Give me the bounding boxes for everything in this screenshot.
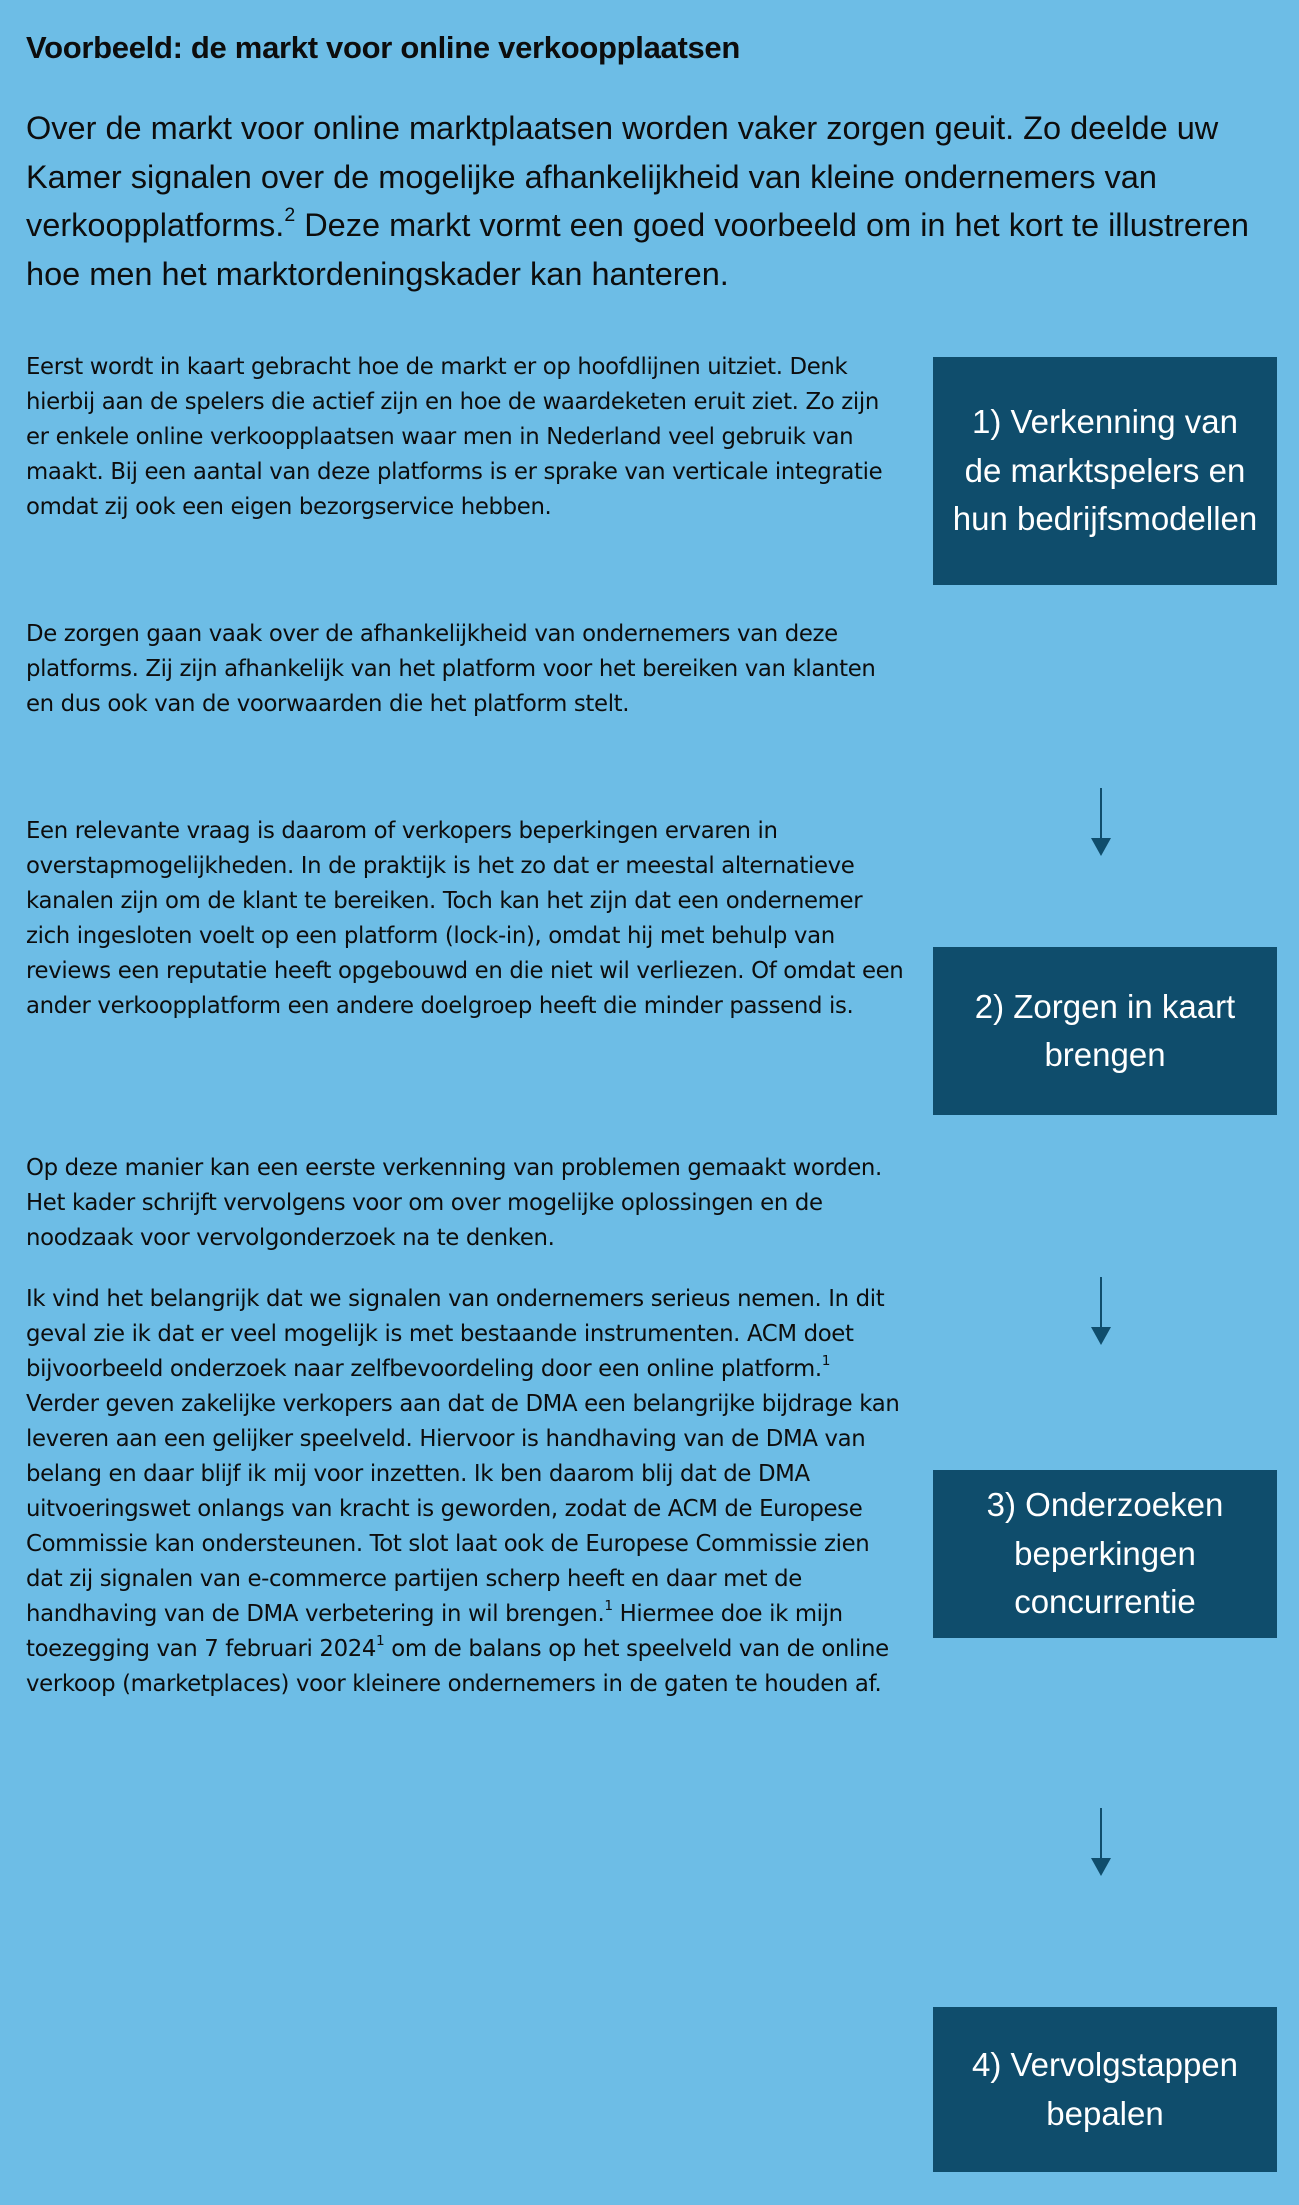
step-2-box: 2) Zorgen in kaart brengen	[933, 947, 1277, 1115]
intro-paragraph	[26, 104, 1286, 298]
paragraph-switching-question: Een relevante vraag is daarom of verkopers beperkingen ervaren in overstapmogelijkheden. In de praktijk is het zo dat er meestal alternatieve kanalen zijn om de klant te bereiken. Toch kan het zijn dat een ondernemer zich ingesloten voelt op een platform (lock-in), omdat hij met behulp van reviews een reputatie heeft opgebouwd en die niet wil verliezen. Of omdat een ander verkoopplatform een andere doelgroep heeft die minder passend is.	[26, 818, 904, 1019]
intro-footnote: 2	[284, 204, 296, 227]
footnote-ref: 1	[604, 1598, 613, 1615]
page-title: Voorbeeld: de markt voor online verkoopplaatsen	[26, 30, 740, 65]
intro-text-part2: Deze markt vormt een goed voorbeeld om in het kort te illustreren hoe men het marktordeningskader kan hanteren.	[26, 207, 1249, 292]
paragraph-first-exploration: Op deze manier kan een eerste verkenning van problemen gemaakt worden. Het kader schrijft vervolgens voor om over mogelijke oplossingen en de noodzaak voor vervolgonderzoek na te denken.	[26, 1155, 882, 1251]
arrow-down-icon	[1090, 1277, 1112, 1347]
conclusion-text-a: Ik vind het belangrijk dat we signalen van ondernemers serieus nemen. In dit geval zie ik dat er veel mogelijk is met bestaande instrumenten. ACM doet bijvoorbeeld onderzoek naar zelfbevoordeling door een online platform.	[26, 1286, 885, 1382]
footnote-ref: 1	[376, 1633, 385, 1650]
conclusion-text-b: Verder geven zakelijke verkopers aan dat de DMA een belangrijke bijdrage kan leveren aan een gelijker speelveld. Hiervoor is handhaving van de DMA van belang en daar blijf ik mij voor inzetten. Ik ben daarom blij dat de DMA uitvoeringswet onlangs van kracht is geworden, zodat de ACM de Europese Commissie kan ondersteunen. Tot slot laat ook de Europese Commissie zien dat zij signalen van e-commerce partijen scherp heeft en daar met de handhaving van de DMA verbetering in wil brengen.	[26, 1391, 900, 1627]
paragraph-dependency-concerns: De zorgen gaan vaak over de afhankelijkheid van ondernemers van deze platforms. Zij zijn afhankelijk van het platform voor het bereiken van klanten en dus ook van de voorwaarden die het platform stelt.	[26, 621, 876, 717]
conclusion-text-c: Hiermee doe ik mijn toezegging van 7 februari 2024	[26, 1601, 843, 1662]
arrow-down-icon	[1090, 1808, 1112, 1878]
step-3-box: 3) Onderzoeken beperkingen concurrentie	[933, 1470, 1277, 1638]
footnote-ref: 1	[821, 1353, 831, 1370]
conclusion-text-d: om de balans op het speelveld van de online verkoop (marketplaces) voor kleinere ondernemers in de gaten te houden af.	[26, 1636, 889, 1697]
step-4-box: 4) Vervolgstappen bepalen	[933, 2007, 1277, 2172]
arrow-down-icon	[1090, 788, 1112, 858]
paragraph-conclusion	[26, 1282, 906, 1702]
paragraph-market-overview: Eerst wordt in kaart gebracht hoe de markt er op hoofdlijnen uitziet. Denk hierbij aan de spelers die actief zijn en hoe de waardeketen eruit ziet. Zo zijn er enkele online verkoopplaatsen waar men in Nederland veel gebruik van maakt. Bij een aantal van deze platforms is er sprake van verticale integratie omdat zij ook een eigen bezorgservice hebben.	[26, 354, 883, 520]
intro-text-part1: Over de markt voor online marktplaatsen worden vaker zorgen geuit. Zo deelde uw Kamer signalen over de mogelijke afhankelijkheid van kleine ondernemers van verkoopplatforms.	[26, 110, 1219, 243]
step-1-box: 1) Verkenning van de marktspelers en hun bedrijfsmodellen	[933, 357, 1277, 585]
